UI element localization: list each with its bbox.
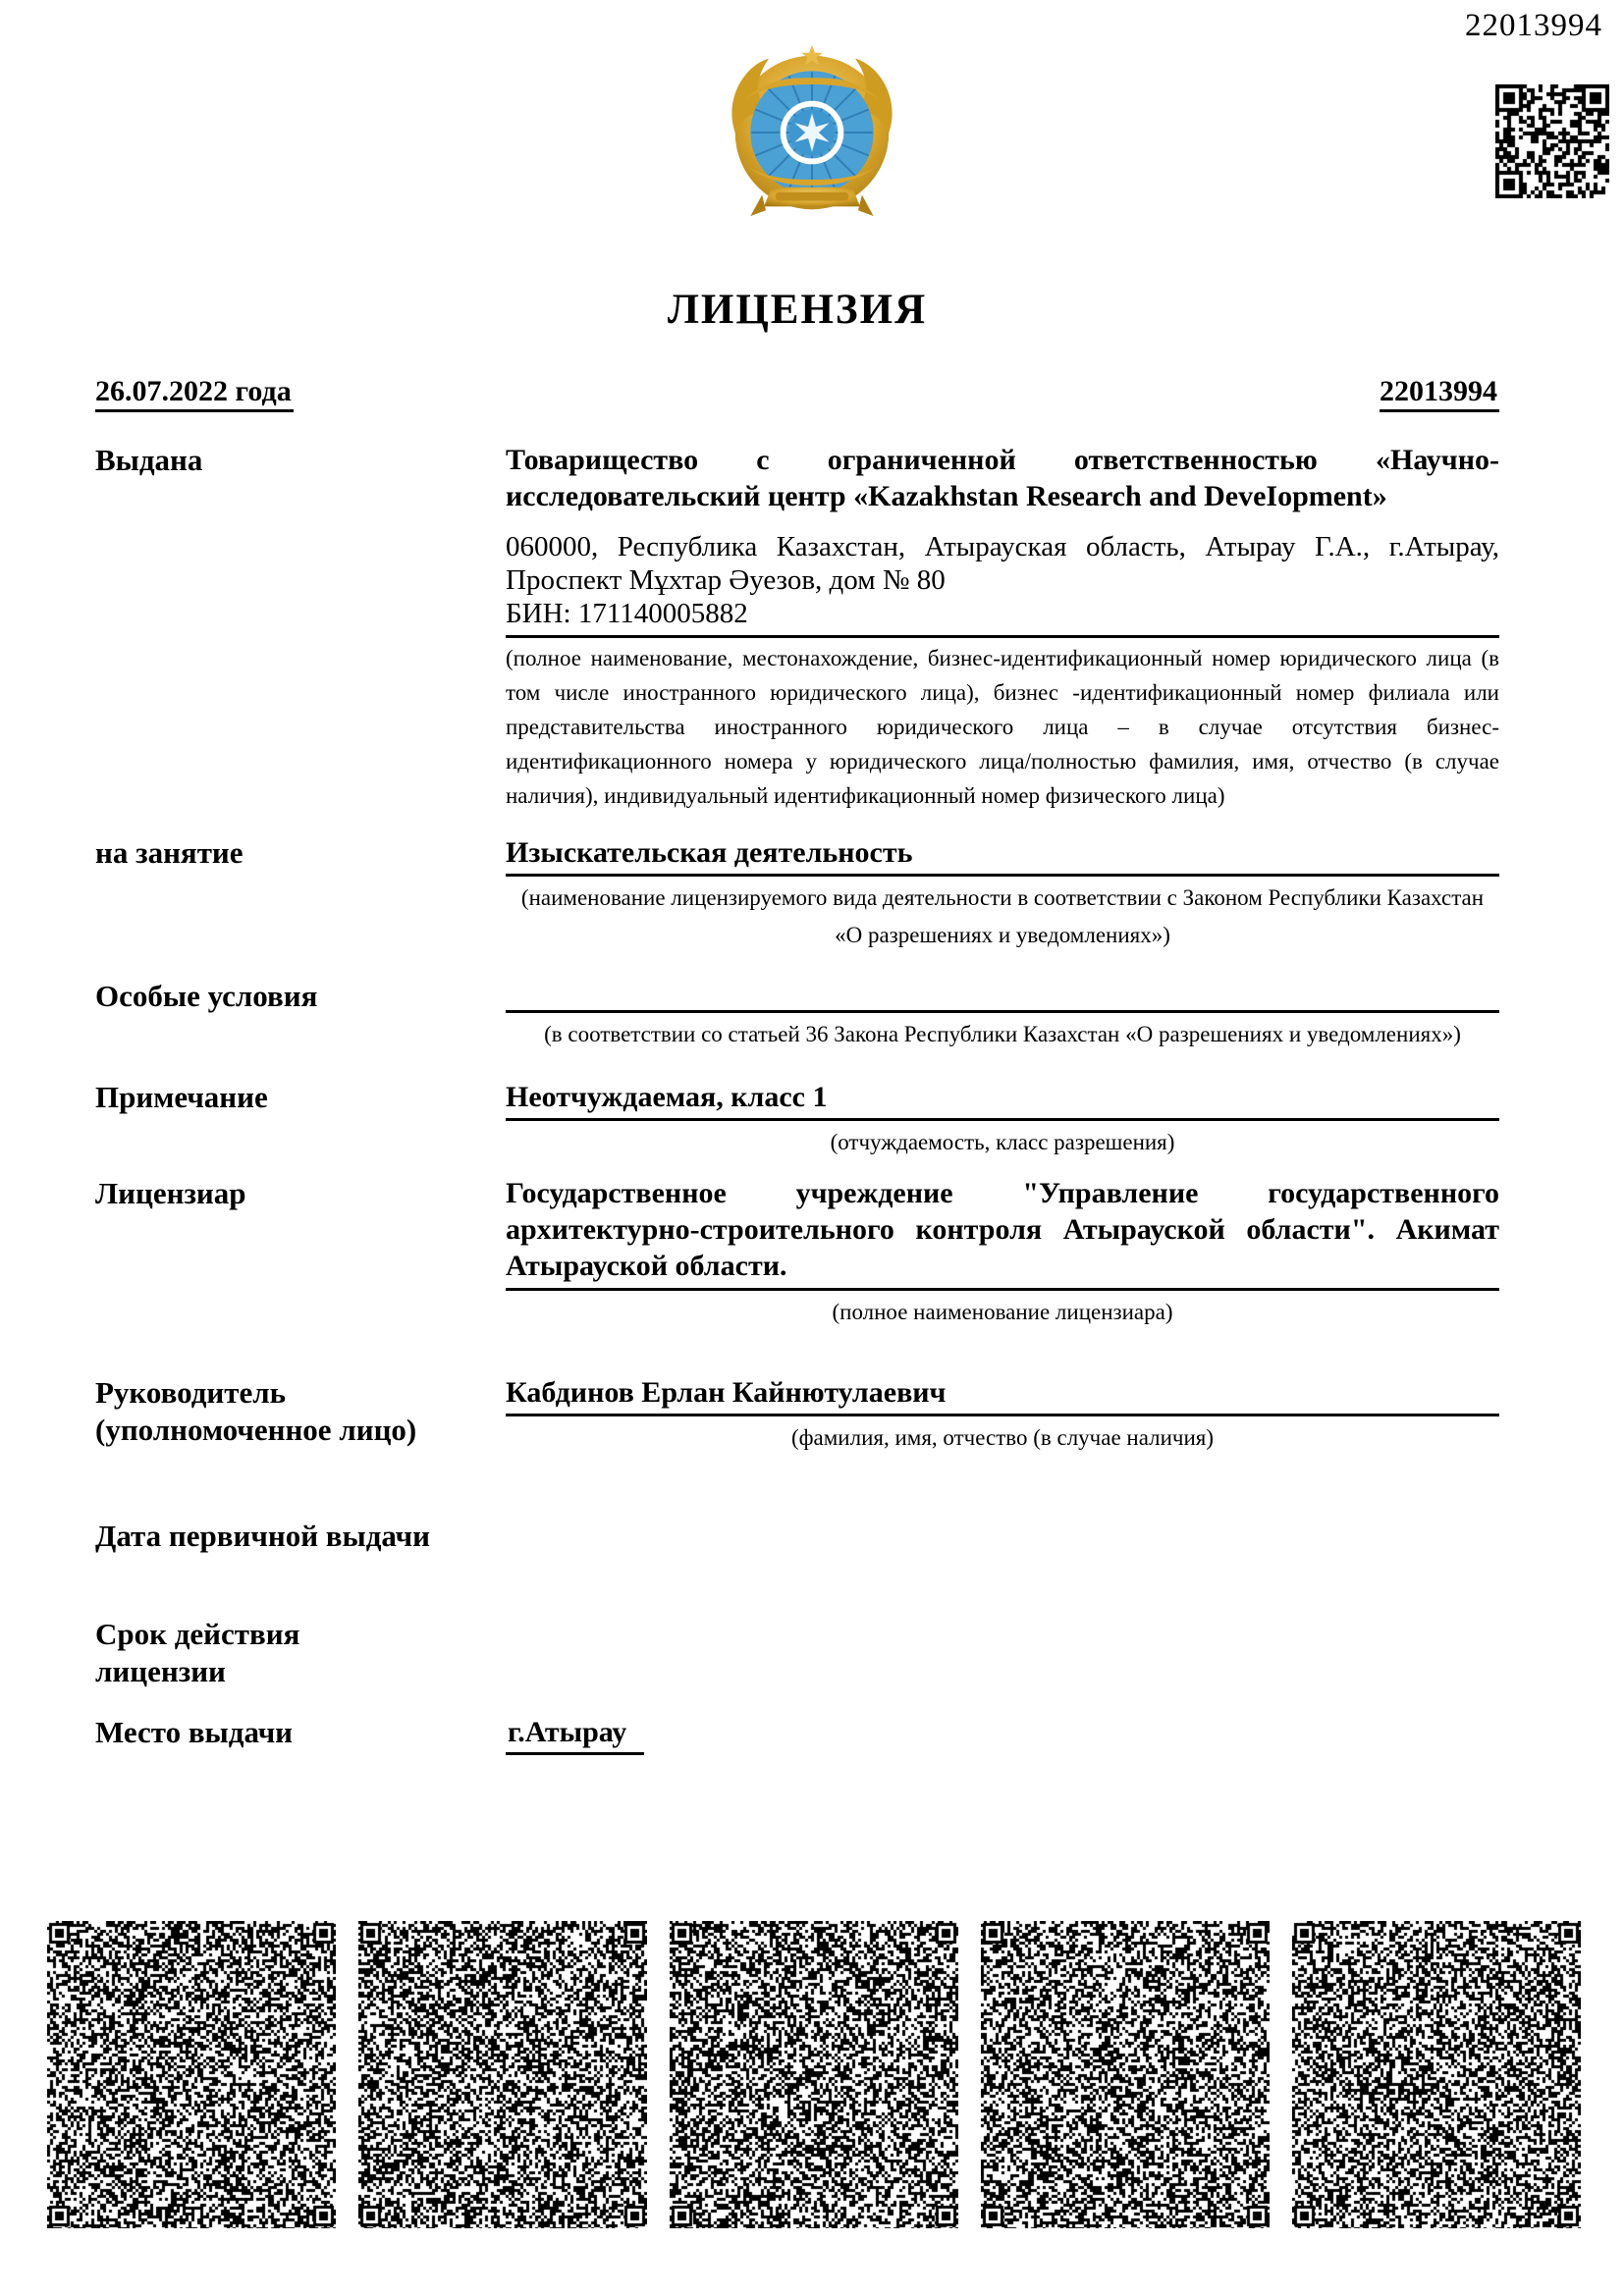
activity-value: Изыскательская деятельность: [506, 834, 1499, 877]
section-head: [95, 1374, 1499, 1457]
remark-value: Неотчуждаемая, класс 1: [506, 1079, 1499, 1121]
special-conditions-value: [506, 978, 1499, 1013]
section-remark: [95, 1079, 1499, 1161]
qr-code-icon: [1495, 84, 1609, 198]
licensor-note: (полное наименование лицензиара): [832, 1300, 1173, 1324]
company-bin: БИН: 171140005882: [506, 598, 748, 629]
licensor-label: Лицензиар: [95, 1176, 246, 1210]
section-issued-to: [95, 442, 1499, 813]
signature-barcode-strip: [47, 1921, 1581, 2228]
issued-to-label: Выдана: [95, 443, 203, 477]
issue-place-value: г.Атырау: [506, 1714, 644, 1755]
signature-barcode: [47, 1921, 336, 2228]
head-label-line2: (уполномоченное лицо): [95, 1413, 417, 1447]
validity-label-line1: Срок действия: [95, 1617, 300, 1651]
head-value: Кабдинов Ерлан Кайнютулаевич: [506, 1374, 1499, 1416]
section-first-issue-date: [95, 1518, 1499, 1555]
signature-barcode: [670, 1921, 958, 2228]
activity-note: (наименование лицензируемого вида деятельности в соответствии с Законом Республики Казахстан «О разрешениях и уведомлениях»): [520, 885, 1485, 947]
license-number: 22013994: [1380, 375, 1499, 412]
company-name: Товарищество с ограниченной ответственностью «Научно-исследовательский центр «Kazakhstan Research and DeveIopment»: [506, 444, 1499, 512]
date-number-row: [95, 375, 1499, 412]
issue-date: 26.07.2022 года: [95, 375, 294, 412]
signature-barcode: [1292, 1921, 1581, 2228]
signature-barcode: [358, 1921, 647, 2228]
document-number-top: 22013994: [1465, 8, 1602, 43]
kazakhstan-emblem-icon: [716, 41, 908, 224]
special-conditions-note: (в соответствии со статьей 36 Закона Республики Казахстан «О разрешениях и уведомлениях»): [544, 1022, 1461, 1046]
remark-note: (отчуждаемость, класс разрешения): [830, 1130, 1175, 1154]
licensor-value: Государственное учреждение "Управление государственного архитектурно-строительного контроля Атырауской области". Акимат Атырауской области.: [506, 1175, 1499, 1291]
validity-label-line2: лицензии: [95, 1654, 226, 1688]
special-conditions-label: Особые условия: [95, 979, 318, 1013]
first-issue-date-label: Дата первичной выдачи: [95, 1519, 431, 1553]
company-address: 060000, Республика Казахстан, Атырауская область, Атырау Г.А., г.Атырау, Проспект Мұхтар Әуезов, дом № 80: [506, 531, 1499, 596]
section-licensor: [95, 1175, 1499, 1331]
section-issue-place: [95, 1714, 1499, 1755]
head-note: (фамилия, имя, отчество (в случае наличия): [790, 1425, 1215, 1450]
issue-place-label: Место выдачи: [95, 1715, 294, 1749]
issued-to-note: (полное наименование, местонахождение, бизнес-идентификационный номер юридического лица (в том числе иностранного юридического лица), бизнес -идентификационный номер филиала или представительства иностранного юридического лица – в случае отсутствия бизнес-идентификационного номера у юридического лица/полностью фамилия, имя, отчество (в случае наличия), индивидуальный идентификационный номер физического лица): [506, 646, 1499, 808]
section-validity: [95, 1616, 1499, 1690]
signature-barcode: [981, 1921, 1270, 2228]
validity-value: [506, 1616, 1499, 1690]
remark-label: Примечание: [95, 1080, 268, 1114]
section-special-conditions: [95, 978, 1499, 1053]
activity-label: на занятие: [95, 835, 244, 870]
head-label-line1: Руководитель: [95, 1375, 287, 1410]
section-activity: [95, 834, 1499, 954]
first-issue-date-value: [506, 1518, 1499, 1555]
page-title: ЛИЦЕНЗИЯ: [667, 287, 928, 333]
